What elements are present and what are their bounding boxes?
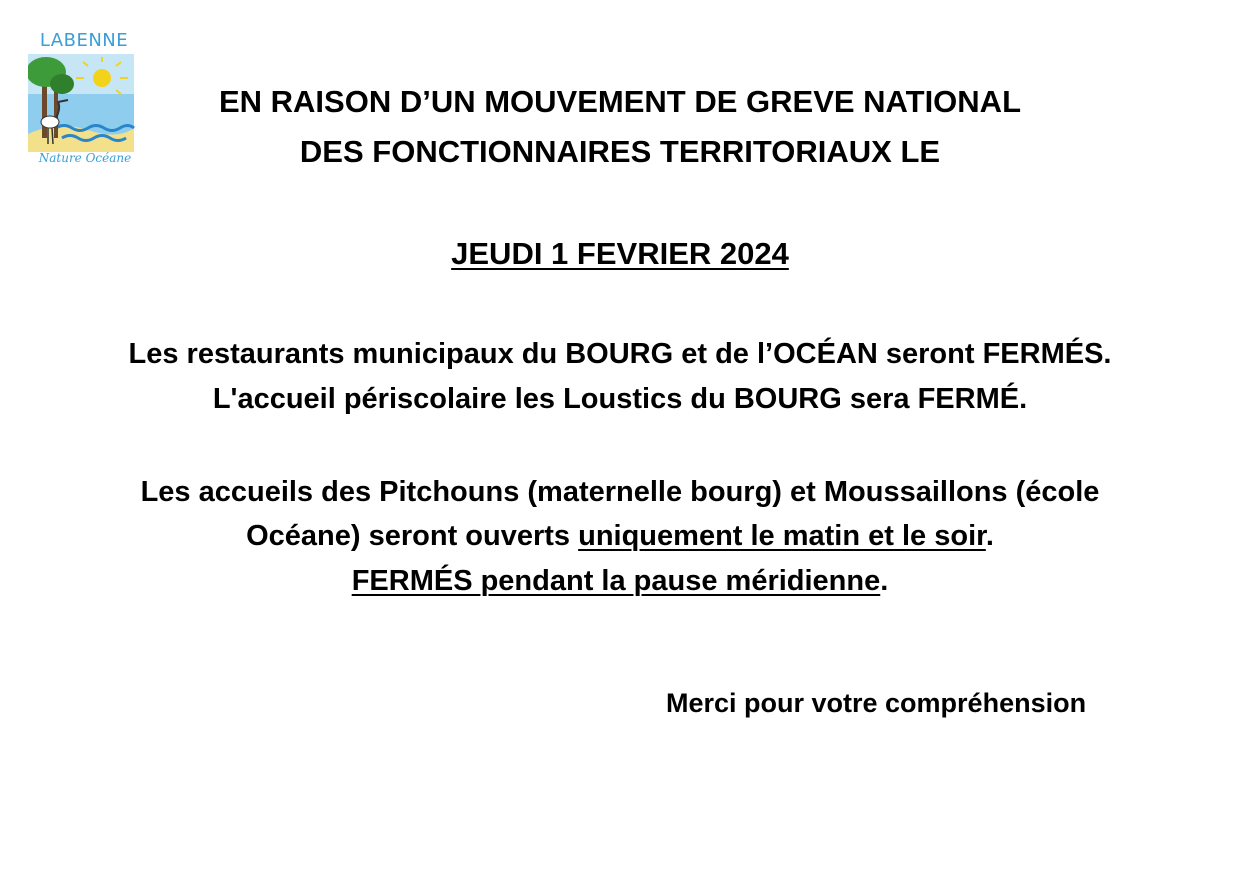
date-text: JEUDI 1 FEVRIER 2024 [451, 236, 789, 271]
date-heading [0, 236, 1240, 272]
accueils-notice-line-2 [0, 520, 1240, 553]
closing-thanks: Merci pour votre compréhension [666, 688, 1087, 718]
logo-tagline: Nature Océane [38, 151, 132, 165]
midday-closure-emphasis: FERMÉS pendant la pause méridienne [351, 565, 881, 597]
accueils-notice-line-1: Les accueils des Pitchouns (maternelle bourg) et Moussaillons (école [140, 476, 1100, 508]
title-line-2: DES FONCTIONNAIRES TERRITORIAUX LE [299, 134, 941, 169]
restaurants-notice: Les restaurants municipaux du BOURG et de l’OCÉAN seront FERMÉS. [128, 338, 1112, 370]
accueils-line-2-end: . [985, 520, 994, 552]
midday-closure-end: . [880, 565, 889, 597]
loustics-notice: L'accueil périscolaire les Loustics du BOURG sera FERMÉ. [212, 383, 1028, 415]
logo-name: LABENNE [39, 30, 129, 51]
opening-hours-emphasis: uniquement le matin et le soir [578, 520, 986, 552]
title-line-1: EN RAISON D’UN MOUVEMENT DE GREVE NATIONAL [218, 84, 1022, 119]
accueils-line-2-start: Océane) seront ouverts [246, 520, 579, 552]
midday-closure-notice [0, 565, 1240, 598]
